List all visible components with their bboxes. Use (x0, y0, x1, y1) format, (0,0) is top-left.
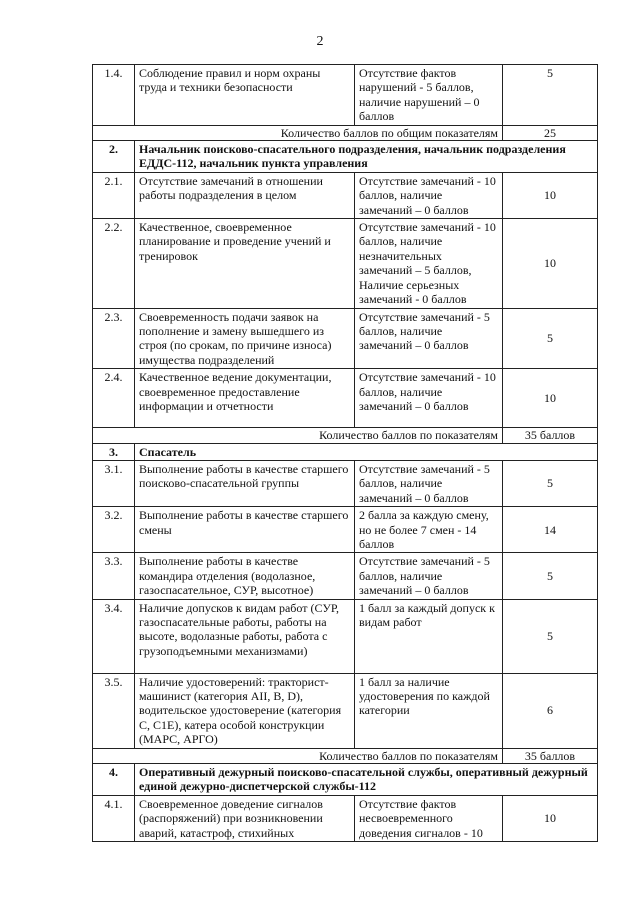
section-title: Спасатель (135, 443, 598, 460)
evaluation-cell: 1 балл за наличие удостоверения по каждой категории (355, 673, 503, 748)
score-cell: 5 (503, 308, 598, 369)
total-label: Количество баллов по показателям (93, 748, 503, 763)
criteria-table (92, 64, 598, 842)
total-row (93, 125, 598, 140)
criterion-cell: Выполнение работы в качестве старшего смены (135, 507, 355, 553)
evaluation-cell: Отсутствие замечаний - 10 баллов, наличие замечаний – 0 баллов (355, 172, 503, 218)
row-number: 2.4. (93, 369, 135, 428)
section-header-row (93, 141, 598, 173)
total-score: 35 баллов (503, 428, 598, 443)
evaluation-cell: Отсутствие замечаний - 10 баллов, наличие замечаний – 0 баллов (355, 369, 503, 428)
row-number: 3.2. (93, 507, 135, 553)
total-row (93, 748, 598, 763)
evaluation-cell: Отсутствие замечаний - 5 баллов, наличие замечаний – 0 баллов (355, 460, 503, 506)
row-number: 3.3. (93, 553, 135, 599)
section-header-row (93, 443, 598, 460)
table-row (93, 308, 598, 369)
table-row (93, 460, 598, 506)
criterion-cell: Качественное ведение документации, своевременное предоставление информации и отчетности (135, 369, 355, 428)
row-number: 4.1. (93, 795, 135, 841)
row-number: 2.1. (93, 172, 135, 218)
criterion-cell: Своевременное доведение сигналов (распоряжений) при возникновении аварий, катастроф, стихийных (135, 795, 355, 841)
row-number: 3.5. (93, 673, 135, 748)
score-cell: 10 (503, 172, 598, 218)
total-row (93, 428, 598, 443)
criterion-cell: Выполнение работы в качестве старшего поисково-спасательной группы (135, 460, 355, 506)
section-number: 2. (93, 141, 135, 173)
section-number: 4. (93, 764, 135, 796)
evaluation-cell: Отсутствие фактов нарушений - 5 баллов, наличие нарушений – 0 баллов (355, 65, 503, 126)
row-number: 2.3. (93, 308, 135, 369)
table-row (93, 65, 598, 126)
criterion-cell: Отсутствие замечаний в отношении работы подразделения в целом (135, 172, 355, 218)
section-number: 3. (93, 443, 135, 460)
criterion-cell: Своевременность подачи заявок на пополнение и замену вышедшего из строя (по срокам, по причине износа) имущества подразделений (135, 308, 355, 369)
total-label: Количество баллов по показателям (93, 428, 503, 443)
criterion-cell: Наличие допусков к видам работ (СУР, газоспасательные работы, работы на высоте, водолазные работы, работа с грузоподъемными механизмами) (135, 599, 355, 673)
evaluation-cell: Отсутствие фактов несвоевременного доведения сигналов - 10 (355, 795, 503, 841)
table-row (93, 507, 598, 553)
criterion-cell: Соблюдение правил и норм охраны труда и техники безопасности (135, 65, 355, 126)
section-header-row (93, 764, 598, 796)
table-row (93, 795, 598, 841)
total-score: 35 баллов (503, 748, 598, 763)
evaluation-cell: Отсутствие замечаний - 5 баллов, наличие замечаний – 0 баллов (355, 308, 503, 369)
table-row (93, 172, 598, 218)
score-cell: 14 (503, 507, 598, 553)
score-cell: 10 (503, 369, 598, 428)
section-title: Начальник поисково-спасательного подразделения, начальник подразделения ЕДДС-112, начальник пункта управления (135, 141, 598, 173)
score-cell: 5 (503, 460, 598, 506)
table-row (93, 369, 598, 428)
evaluation-cell: 1 балл за каждый допуск к видам работ (355, 599, 503, 673)
row-number: 3.4. (93, 599, 135, 673)
section-title: Оперативный дежурный поисково-спасательной службы, оперативный дежурный единой дежурно-диспетчерской службы-112 (135, 764, 598, 796)
score-cell: 10 (503, 219, 598, 308)
row-number: 1.4. (93, 65, 135, 126)
criterion-cell: Наличие удостоверений: тракторист-машинист (категория AII, B, D), водительское удостоверение (категория С, С1Е), катера особой конструкции (МАРС, АРГО) (135, 673, 355, 748)
score-cell: 6 (503, 673, 598, 748)
score-cell: 10 (503, 795, 598, 841)
evaluation-cell: Отсутствие замечаний - 10 баллов, наличие незначительных замечаний – 5 баллов, Наличие серьезных замечаний - 0 баллов (355, 219, 503, 308)
criterion-cell: Выполнение работы в качестве командира отделения (водолазное, газоспасательное, СУР, высотное) (135, 553, 355, 599)
table-row (93, 219, 598, 308)
evaluation-cell: 2 балла за каждую смену, но не более 7 смен - 14 баллов (355, 507, 503, 553)
criterion-cell: Качественное, своевременное планирование и проведение учений и тренировок (135, 219, 355, 308)
evaluation-cell: Отсутствие замечаний - 5 баллов, наличие замечаний – 0 баллов (355, 553, 503, 599)
row-number: 2.2. (93, 219, 135, 308)
table-row (93, 599, 598, 673)
row-number: 3.1. (93, 460, 135, 506)
total-label: Количество баллов по общим показателям (93, 125, 503, 140)
score-cell: 5 (503, 553, 598, 599)
table-row (93, 673, 598, 748)
score-cell: 5 (503, 65, 598, 126)
total-score: 25 (503, 125, 598, 140)
score-cell: 5 (503, 599, 598, 673)
page-number: 2 (316, 34, 324, 49)
table-row (93, 553, 598, 599)
